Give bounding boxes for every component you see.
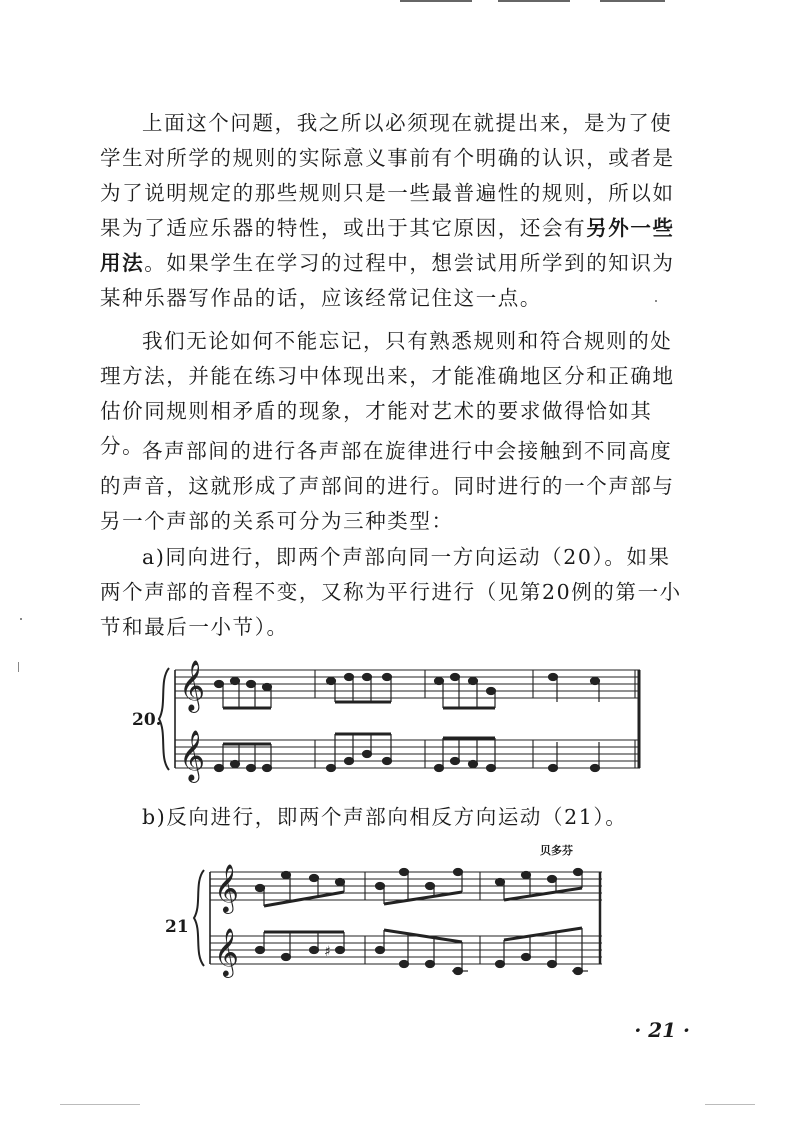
example-21-score [190,858,630,988]
paragraph-1-tail: 。如果学生在学习的过程中，想尝试用所学到的知识为某种乐器写作品的话，应该经常记住这一点。 [100,251,675,310]
scan-speck [20,618,22,620]
paragraph-a [100,540,690,645]
top-rule-left [400,0,472,2]
paragraph-a-text: a)同向进行，即两个声部向同一方向运动（20）。如果两个声部的音程不变，又称为平行进行（见第20例的第一小节和最后一小节）。 [100,545,682,639]
example-20-label: 20. [132,710,162,730]
paragraph-1 [100,106,690,316]
paragraph-3-text: 各声部间的进行各声部在旋律进行中会接触到不同高度的声音，这就形成了声部间的进行。同时进行的一个声部与另一个声部的关系可分为三种类型： [100,439,675,533]
paragraph-3 [100,434,690,539]
svg-text:𝄞: 𝄞 [179,730,206,781]
svg-text:𝄞: 𝄞 [179,660,206,711]
example-21-composer: 贝多芬 [540,844,573,857]
svg-text:♯: ♯ [324,944,331,960]
example-20-score [155,650,675,790]
paragraph-2-text: 我们无论如何不能忘记，只有熟悉规则和符合规则的处理方法，并能在练习中体现出来，才能准确地区分和正确地估价同规则相矛盾的现象，才能对艺术的要求做得恰如其分。 [100,329,675,458]
paragraph-b-text: b)反向进行，即两个声部向相反方向运动（21）。 [142,805,628,829]
top-rule-mid [498,0,570,2]
scan-speck [705,1104,755,1105]
paragraph-b [100,800,690,835]
page-number: · 21 · [634,1018,690,1042]
svg-text:𝄞: 𝄞 [214,927,239,976]
example-21-label: 21 [165,917,189,937]
scan-speck [18,662,19,672]
paragraph-1-text: 上面这个问题，我之所以必须现在就提出来，是为了使学生对所学的规则的实际意义事前有个明确的认识，或者是为了说明规定的那些规则只是一些最普遍性的规则，所以如果为了适应乐器的特性，或出于其它原因，还会有 [100,111,675,240]
paragraph-1-bold: 另外一些用法 [100,216,675,275]
svg-text:𝄞: 𝄞 [214,863,239,912]
scan-speck [655,300,657,302]
scan-speck [60,1104,140,1105]
top-rule-right [600,0,665,2]
